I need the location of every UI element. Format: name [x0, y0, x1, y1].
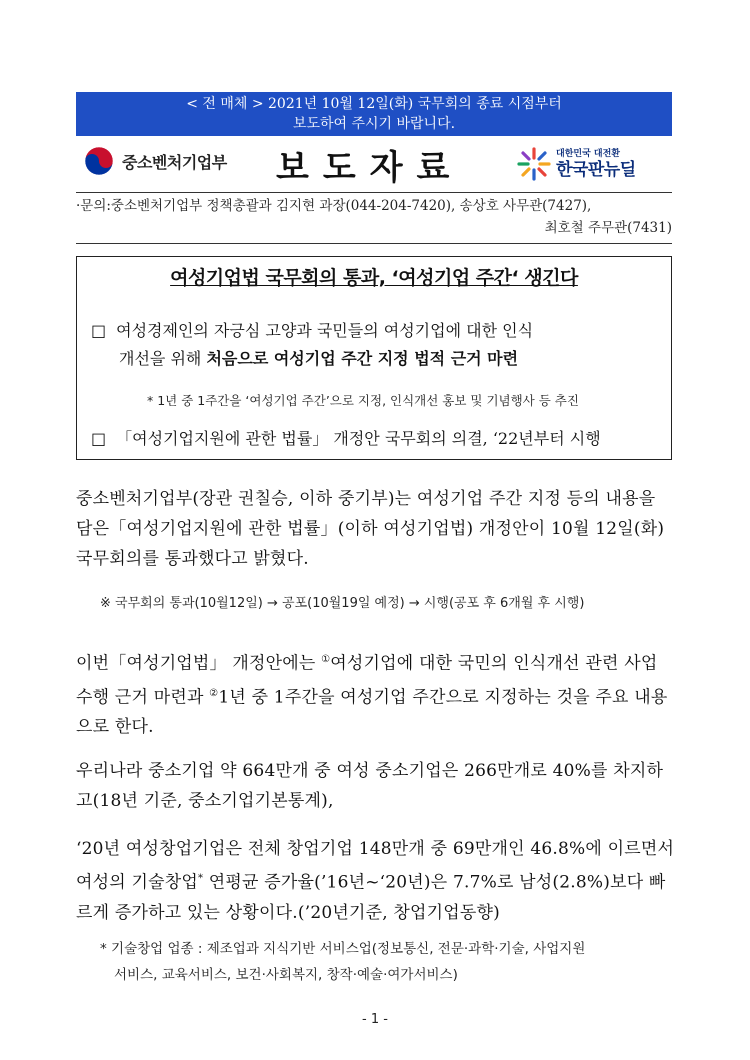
new-deal-slogan: 대한민국 대전환: [556, 148, 620, 159]
headline: 여성기업법 국무회의 통과, ‘여성기업 주간‘ 생긴다: [170, 267, 578, 289]
p2-part-b: 여성기업에 대한 국민의 인식개선 관련 사업 수행 근거 마련과: [76, 653, 658, 708]
summary-note: * 1년 중 1주간을 ‘여성기업 주간’으로 지정, 인식개선 홍보 및 기념행사 등 추진: [147, 393, 579, 408]
tech-note-line-1: * 기술창업 업종 : 제조업과 지식기반 서비스업(정보통신, 전문·과학·기술, 사업지원: [100, 941, 586, 957]
circled-marker-2: ②: [209, 687, 219, 699]
new-deal-name: 한국판뉴딜: [556, 159, 636, 180]
contact-line-1: ·문의:중소벤처기업부 정책총괄과 김지현 과장(044-204-7420), 송상호 사무관(7427),: [76, 198, 592, 214]
bullet-1-emphasis: 처음으로 여성기업 주간 지정 법적 근거 마련: [206, 349, 519, 368]
checkbox-bullet-icon: □: [91, 429, 107, 448]
embargo-line-2: 보도하여 주시기 바랍니다.: [292, 116, 456, 132]
new-deal-star-icon: [516, 146, 552, 182]
embargo-banner: [76, 92, 672, 136]
contact-line-2: 최호철 주무관(7431): [544, 220, 672, 236]
bullet-2-text: 「여성기업지원에 관한 법률」 개정안 국무회의 의결, ‘22년부터 시행: [116, 429, 601, 448]
document-header: [76, 138, 672, 190]
circled-marker-1: ①: [321, 654, 331, 665]
summary-bullet-2: [91, 427, 667, 451]
footnote-marker: *: [197, 873, 204, 884]
body-paragraph-4: [76, 834, 676, 928]
divider: [76, 243, 672, 244]
bullet-1-line-1: 여성경제인의 자긍심 고양과 국민들의 여성기업에 대한 인식: [116, 321, 534, 340]
p2-part-c: 1년 중 1주간을 여성기업 주간으로 지정하는 것을 주요 내용으로 한다.: [76, 687, 668, 738]
body-paragraph-2: [76, 645, 676, 742]
ministry-name: 중소벤처기업부: [122, 152, 227, 172]
ministry-logo: [84, 146, 227, 176]
taegeuk-emblem-icon: [84, 146, 114, 176]
body-paragraph-3: 우리나라 중소기업 약 664만개 중 여성 중소기업은 266만개로 40%를 차지하고(18년 기준, 중소기업기본통계),: [76, 761, 664, 811]
tech-note-line-2: 서비스, 교육서비스, 보건·사회복지, 창작·예술·여가서비스): [114, 967, 458, 983]
summary-box: [76, 256, 672, 460]
summary-bullet-1: [91, 317, 661, 373]
timeline-note: ※ 국무회의 통과(10월12일) → 공포(10월19일 예정) → 시행(공포 후 6개월 후 시행): [100, 596, 585, 611]
p4-part-b: 연평균 증가율(’16년~‘20년)은 7.7%로 남성(2.8%)보다 빠르게 증가하고 있는 상황이다.(’20년기준, 창업기업동향): [76, 872, 666, 923]
press-release-title: 보도자료: [276, 148, 464, 188]
page-number: - 1 -: [362, 1012, 388, 1027]
contact-info: [76, 195, 672, 239]
bullet-1-line-2: 개선을 위해: [119, 349, 207, 368]
p4-part-a: ‘20년 여성창업기업은 전체 창업기업 148만개 중 69만개인 46.8%에 이르면서 여성의 기술창업: [76, 839, 675, 893]
korean-new-deal-logo: [516, 146, 636, 182]
checkbox-bullet-icon: □: [91, 321, 107, 340]
tech-startup-note: [100, 936, 680, 988]
embargo-line-1: < 전 매체 > 2021년 10월 12일(화) 국무회의 종료 시점부터: [186, 96, 562, 112]
divider: [76, 192, 672, 193]
body-paragraph-1: 중소벤처기업부(장관 권칠승, 이하 중기부)는 여성기업 주간 지정 등의 내용을 담은「여성기업지원에 관한 법률」(이하 여성기업법) 개정안이 10월 12일(화) 국무회의를 통과했다고 밝혔다.: [76, 489, 665, 569]
p2-part-a: 이번「여성기업법」 개정안에는: [76, 653, 322, 674]
